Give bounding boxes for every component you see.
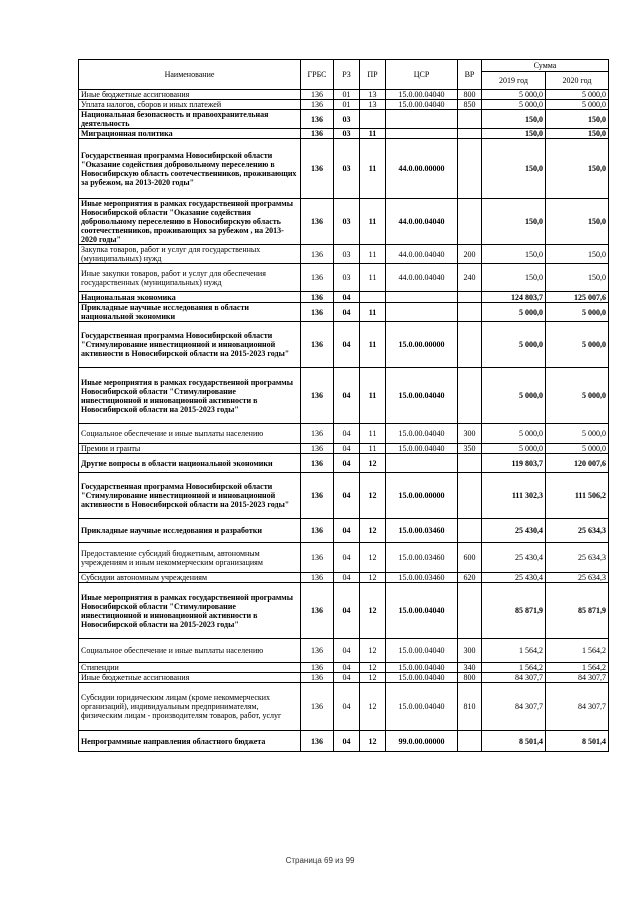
cell-name: Премии и гранты <box>79 444 301 454</box>
cell-2020: 150,0 <box>546 245 609 264</box>
cell-2019: 111 302,3 <box>482 473 546 519</box>
cell-csr: 15.0.00.04040 <box>386 424 458 444</box>
cell-name: Социальное обеспечение и иные выплаты населению <box>79 424 301 444</box>
cell-pr: 11 <box>360 322 386 368</box>
budget-table <box>78 59 609 752</box>
cell-2019: 5 000,0 <box>482 90 546 100</box>
cell-vr: 850 <box>458 100 482 110</box>
cell-grbs: 136 <box>301 683 334 731</box>
table-row <box>79 454 609 473</box>
table-row <box>79 110 609 129</box>
cell-2020: 84 307,7 <box>546 683 609 731</box>
cell-vr <box>458 454 482 473</box>
cell-2020: 25 634,3 <box>546 519 609 543</box>
cell-pr: 11 <box>360 424 386 444</box>
header-year-2020: 2020 год <box>546 72 609 90</box>
table-body <box>79 90 609 752</box>
cell-2020: 5 000,0 <box>546 100 609 110</box>
table-row <box>79 199 609 245</box>
cell-vr: 340 <box>458 663 482 673</box>
cell-pr: 12 <box>360 473 386 519</box>
table-row <box>79 100 609 110</box>
cell-vr: 810 <box>458 683 482 731</box>
cell-grbs: 136 <box>301 368 334 424</box>
cell-grbs: 136 <box>301 245 334 264</box>
cell-grbs: 136 <box>301 199 334 245</box>
cell-name: Национальная безопасность и правоохранительная деятельность <box>79 110 301 129</box>
cell-name: Государственная программа Новосибирской области "Стимулирование инвестиционной и инновационной активности в Новосибирской области на 2015-2023 годы" <box>79 322 301 368</box>
cell-pr: 12 <box>360 519 386 543</box>
cell-csr: 15.0.00.00000 <box>386 322 458 368</box>
table-row <box>79 424 609 444</box>
cell-vr <box>458 368 482 424</box>
cell-2020: 85 871,9 <box>546 583 609 639</box>
cell-name: Прикладные научные исследования в области национальной экономики <box>79 303 301 322</box>
cell-csr: 15.0.00.04040 <box>386 100 458 110</box>
cell-2019: 25 430,4 <box>482 519 546 543</box>
cell-pr: 12 <box>360 683 386 731</box>
cell-2019: 1 564,2 <box>482 639 546 663</box>
table-row <box>79 322 609 368</box>
cell-vr: 800 <box>458 673 482 683</box>
cell-grbs: 136 <box>301 673 334 683</box>
table-row <box>79 673 609 683</box>
cell-grbs: 136 <box>301 139 334 199</box>
cell-pr: 12 <box>360 454 386 473</box>
cell-csr: 15.0.00.04040 <box>386 368 458 424</box>
cell-pr: 12 <box>360 543 386 573</box>
cell-name: Государственная программа Новосибирской области "Оказание содействия добровольному переселению в Новосибирскую область соотечественников, проживающих за рубежом, на 2013-2020 годы" <box>79 139 301 199</box>
table-row <box>79 303 609 322</box>
cell-name: Иные мероприятия в рамках государственной программы Новосибирской области "Стимулирование инвестиционной и инновационной активности в Новосибирской области на 2015-2023 годы" <box>79 583 301 639</box>
cell-2019: 1 564,2 <box>482 663 546 673</box>
cell-csr: 15.0.00.03460 <box>386 573 458 583</box>
cell-vr: 600 <box>458 543 482 573</box>
cell-2020: 150,0 <box>546 264 609 292</box>
cell-2020: 150,0 <box>546 199 609 245</box>
table-row <box>79 731 609 752</box>
cell-rz: 03 <box>334 139 360 199</box>
cell-2019: 25 430,4 <box>482 543 546 573</box>
cell-csr: 44.0.00.04040 <box>386 245 458 264</box>
table-row <box>79 519 609 543</box>
cell-pr: 11 <box>360 245 386 264</box>
cell-vr <box>458 473 482 519</box>
cell-2019: 5 000,0 <box>482 100 546 110</box>
table-header <box>79 60 609 90</box>
cell-2020: 150,0 <box>546 110 609 129</box>
cell-grbs: 136 <box>301 519 334 543</box>
cell-grbs: 136 <box>301 264 334 292</box>
cell-pr: 11 <box>360 303 386 322</box>
cell-csr: 15.0.00.04040 <box>386 583 458 639</box>
table-row <box>79 245 609 264</box>
cell-name: Стипендии <box>79 663 301 673</box>
header-pr: ПР <box>360 60 386 90</box>
cell-vr: 300 <box>458 424 482 444</box>
cell-csr: 44.0.00.00000 <box>386 139 458 199</box>
cell-2020: 5 000,0 <box>546 368 609 424</box>
cell-vr <box>458 139 482 199</box>
cell-vr <box>458 129 482 139</box>
cell-rz: 04 <box>334 473 360 519</box>
cell-name: Непрограммные направления областного бюджета <box>79 731 301 752</box>
cell-pr: 12 <box>360 663 386 673</box>
cell-grbs: 136 <box>301 731 334 752</box>
cell-grbs: 136 <box>301 444 334 454</box>
cell-rz: 04 <box>334 573 360 583</box>
cell-pr: 13 <box>360 90 386 100</box>
cell-rz: 04 <box>334 543 360 573</box>
cell-2020: 150,0 <box>546 139 609 199</box>
cell-vr <box>458 292 482 303</box>
cell-pr: 12 <box>360 573 386 583</box>
table-row <box>79 639 609 663</box>
table-row <box>79 129 609 139</box>
cell-grbs: 136 <box>301 454 334 473</box>
cell-rz: 03 <box>334 264 360 292</box>
cell-vr <box>458 519 482 543</box>
cell-csr: 15.0.00.04040 <box>386 673 458 683</box>
cell-vr <box>458 583 482 639</box>
header-year-2019: 2019 год <box>482 72 546 90</box>
cell-csr: 99.0.00.00000 <box>386 731 458 752</box>
cell-csr: 15.0.00.03460 <box>386 543 458 573</box>
cell-pr: 11 <box>360 129 386 139</box>
table-row <box>79 292 609 303</box>
cell-2020: 111 506,2 <box>546 473 609 519</box>
cell-rz: 04 <box>334 368 360 424</box>
cell-grbs: 136 <box>301 303 334 322</box>
cell-name: Иные закупки товаров, работ и услуг для обеспечения государственных (муниципальных) нужд <box>79 264 301 292</box>
cell-csr <box>386 454 458 473</box>
cell-rz: 04 <box>334 322 360 368</box>
page-number: Страница 69 из 99 <box>285 856 355 865</box>
cell-2020: 5 000,0 <box>546 303 609 322</box>
cell-vr <box>458 731 482 752</box>
table-row <box>79 683 609 731</box>
cell-grbs: 136 <box>301 100 334 110</box>
table-row <box>79 139 609 199</box>
table-row <box>79 543 609 573</box>
cell-2019: 150,0 <box>482 199 546 245</box>
cell-2020: 25 634,3 <box>546 573 609 583</box>
cell-pr: 12 <box>360 583 386 639</box>
cell-2019: 5 000,0 <box>482 424 546 444</box>
cell-pr <box>360 292 386 303</box>
cell-csr: 15.0.00.00000 <box>386 473 458 519</box>
cell-pr: 11 <box>360 139 386 199</box>
cell-vr: 240 <box>458 264 482 292</box>
cell-rz: 04 <box>334 583 360 639</box>
table-row <box>79 264 609 292</box>
cell-grbs: 136 <box>301 473 334 519</box>
cell-pr: 11 <box>360 368 386 424</box>
cell-grbs: 136 <box>301 129 334 139</box>
cell-2020: 25 634,3 <box>546 543 609 573</box>
cell-pr: 12 <box>360 731 386 752</box>
table-row <box>79 444 609 454</box>
cell-rz: 04 <box>334 731 360 752</box>
cell-2020: 8 501,4 <box>546 731 609 752</box>
cell-vr <box>458 322 482 368</box>
cell-2019: 5 000,0 <box>482 444 546 454</box>
cell-2019: 84 307,7 <box>482 683 546 731</box>
cell-rz: 03 <box>334 199 360 245</box>
cell-name: Субсидии юридическим лицам (кроме некоммерческих организаций), индивидуальным предпринимателям, физическим лицам - производителям товаров, работ, услуг <box>79 683 301 731</box>
cell-pr <box>360 110 386 129</box>
cell-2020: 5 000,0 <box>546 444 609 454</box>
table-row <box>79 583 609 639</box>
cell-grbs: 136 <box>301 90 334 100</box>
cell-csr: 44.0.00.04040 <box>386 264 458 292</box>
cell-2020: 5 000,0 <box>546 90 609 100</box>
cell-csr: 15.0.00.04040 <box>386 639 458 663</box>
cell-name: Иные мероприятия в рамках государственной программы Новосибирской области "Оказание содействия добровольному переселению в Новосибирскую область соотечественников, проживающих за рубежом , на 2013-2020 годы" <box>79 199 301 245</box>
cell-rz: 04 <box>334 683 360 731</box>
cell-2019: 150,0 <box>482 129 546 139</box>
cell-grbs: 136 <box>301 583 334 639</box>
cell-grbs: 136 <box>301 110 334 129</box>
cell-2020: 5 000,0 <box>546 322 609 368</box>
table-row <box>79 663 609 673</box>
cell-2019: 150,0 <box>482 264 546 292</box>
cell-rz: 04 <box>334 673 360 683</box>
cell-2019: 5 000,0 <box>482 368 546 424</box>
cell-name: Уплата налогов, сборов и иных платежей <box>79 100 301 110</box>
cell-pr: 11 <box>360 264 386 292</box>
header-rz: РЗ <box>334 60 360 90</box>
cell-rz: 01 <box>334 90 360 100</box>
cell-2020: 150,0 <box>546 129 609 139</box>
cell-rz: 01 <box>334 100 360 110</box>
cell-grbs: 136 <box>301 573 334 583</box>
cell-rz: 03 <box>334 110 360 129</box>
cell-rz: 03 <box>334 129 360 139</box>
cell-rz: 04 <box>334 292 360 303</box>
cell-rz: 04 <box>334 444 360 454</box>
header-name: Наименование <box>79 60 301 90</box>
cell-grbs: 136 <box>301 639 334 663</box>
cell-name: Предоставление субсидий бюджетным, автономным учреждениям и иным некоммерческим организациям <box>79 543 301 573</box>
cell-grbs: 136 <box>301 543 334 573</box>
cell-name: Социальное обеспечение и иные выплаты населению <box>79 639 301 663</box>
cell-vr: 350 <box>458 444 482 454</box>
cell-pr: 11 <box>360 444 386 454</box>
cell-name: Государственная программа Новосибирской области "Стимулирование инвестиционной и инновационной активности в Новосибирской области на 2015-2023 годы" <box>79 473 301 519</box>
table-row <box>79 368 609 424</box>
cell-name: Миграционная политика <box>79 129 301 139</box>
cell-rz: 04 <box>334 519 360 543</box>
cell-csr: 15.0.00.04040 <box>386 663 458 673</box>
cell-rz: 04 <box>334 454 360 473</box>
header-grbs: ГРБС <box>301 60 334 90</box>
table-row <box>79 90 609 100</box>
cell-pr: 12 <box>360 673 386 683</box>
cell-2019: 84 307,7 <box>482 673 546 683</box>
cell-csr: 15.0.00.04040 <box>386 90 458 100</box>
cell-name: Другие вопросы в области национальной экономики <box>79 454 301 473</box>
cell-2019: 25 430,4 <box>482 573 546 583</box>
cell-vr <box>458 199 482 245</box>
cell-2019: 119 803,7 <box>482 454 546 473</box>
cell-2019: 8 501,4 <box>482 731 546 752</box>
cell-2020: 120 007,6 <box>546 454 609 473</box>
cell-grbs: 136 <box>301 424 334 444</box>
cell-2019: 124 803,7 <box>482 292 546 303</box>
cell-rz: 04 <box>334 639 360 663</box>
cell-csr <box>386 303 458 322</box>
cell-name: Иные бюджетные ассигнования <box>79 673 301 683</box>
cell-name: Иные бюджетные ассигнования <box>79 90 301 100</box>
cell-vr <box>458 303 482 322</box>
cell-grbs: 136 <box>301 292 334 303</box>
cell-2019: 150,0 <box>482 245 546 264</box>
table-row <box>79 573 609 583</box>
cell-csr: 15.0.00.03460 <box>386 519 458 543</box>
cell-2020: 84 307,7 <box>546 673 609 683</box>
cell-2020: 125 007,6 <box>546 292 609 303</box>
cell-pr: 11 <box>360 199 386 245</box>
header-vr: ВР <box>458 60 482 90</box>
cell-2019: 85 871,9 <box>482 583 546 639</box>
cell-name: Прикладные научные исследования и разработки <box>79 519 301 543</box>
cell-name: Субсидии автономным учреждениям <box>79 573 301 583</box>
table-row <box>79 473 609 519</box>
cell-csr: 15.0.00.04040 <box>386 683 458 731</box>
cell-vr: 200 <box>458 245 482 264</box>
cell-2020: 1 564,2 <box>546 663 609 673</box>
cell-2020: 1 564,2 <box>546 639 609 663</box>
cell-2019: 5 000,0 <box>482 303 546 322</box>
cell-pr: 12 <box>360 639 386 663</box>
cell-2019: 5 000,0 <box>482 322 546 368</box>
cell-vr: 620 <box>458 573 482 583</box>
cell-2020: 5 000,0 <box>546 424 609 444</box>
header-csr: ЦСР <box>386 60 458 90</box>
cell-csr: 15.0.00.04040 <box>386 444 458 454</box>
cell-name: Иные мероприятия в рамках государственной программы Новосибирской области "Стимулирование инвестиционной и инновационной активности в Новосибирской области на 2015-2023 годы" <box>79 368 301 424</box>
cell-2019: 150,0 <box>482 139 546 199</box>
cell-rz: 04 <box>334 663 360 673</box>
cell-csr <box>386 292 458 303</box>
cell-csr: 44.0.00.04040 <box>386 199 458 245</box>
cell-rz: 04 <box>334 424 360 444</box>
cell-vr <box>458 110 482 129</box>
cell-vr: 800 <box>458 90 482 100</box>
cell-rz: 04 <box>334 303 360 322</box>
cell-csr <box>386 110 458 129</box>
cell-name: Национальная экономика <box>79 292 301 303</box>
cell-grbs: 136 <box>301 322 334 368</box>
cell-pr: 13 <box>360 100 386 110</box>
cell-grbs: 136 <box>301 663 334 673</box>
cell-csr <box>386 129 458 139</box>
cell-2019: 150,0 <box>482 110 546 129</box>
cell-rz: 03 <box>334 245 360 264</box>
cell-name: Закупка товаров, работ и услуг для государственных (муниципальных) нужд <box>79 245 301 264</box>
header-sum: Сумма <box>482 60 609 72</box>
cell-vr: 300 <box>458 639 482 663</box>
